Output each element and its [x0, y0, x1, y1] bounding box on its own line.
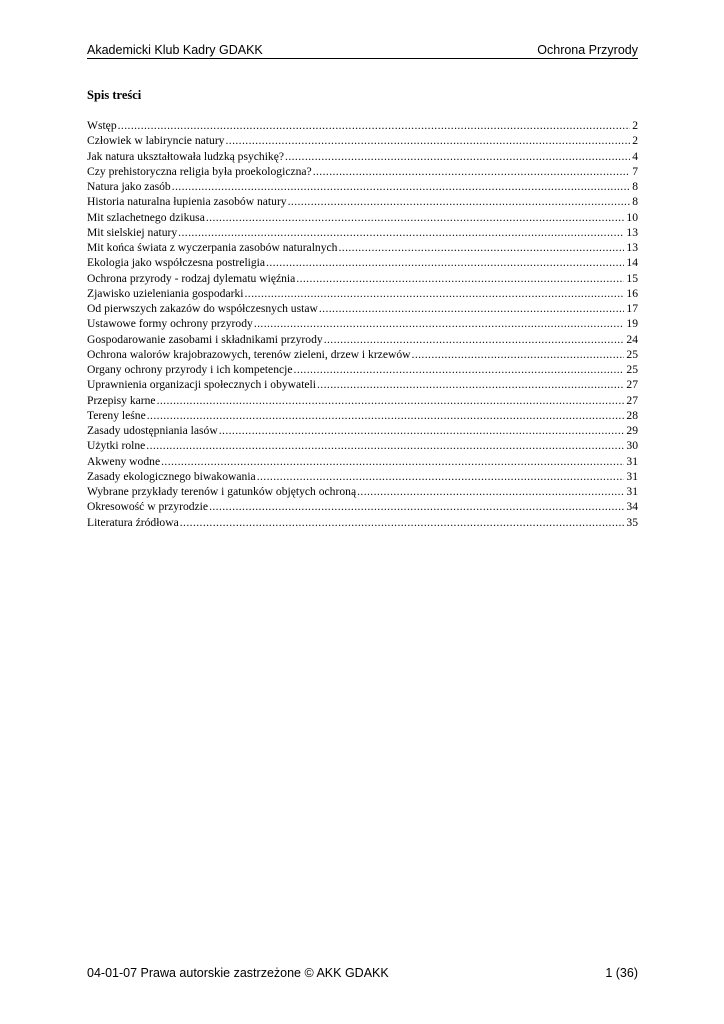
toc-entry[interactable] — [87, 164, 638, 179]
toc-dot-leader — [147, 408, 625, 423]
toc-entry-title: Ochrona walorów krajobrazowych, terenów zieleni, drzew i krzewów — [87, 347, 411, 361]
toc-entry-title: Ochrona przyrody - rodzaj dylematu więźnia — [87, 271, 296, 285]
toc-entry-page: 31 — [626, 454, 638, 468]
toc-entry-page: 30 — [626, 439, 638, 453]
header-document-title: Ochrona Przyrody — [537, 43, 638, 57]
toc-dot-leader — [219, 423, 625, 438]
toc-dot-leader — [357, 484, 624, 499]
toc-dot-leader — [146, 438, 624, 453]
footer-page-number: 1 (36) — [605, 966, 638, 980]
toc-entry-page: 34 — [626, 500, 638, 514]
toc-dot-leader — [294, 362, 625, 377]
toc-entry-page: 13 — [626, 241, 638, 254]
toc-entry-title: Okresowość w przyrodzie — [87, 500, 209, 514]
toc-entry-title: Zjawisko uzieleniania gospodarki — [87, 286, 244, 300]
toc-entry[interactable] — [87, 484, 638, 499]
toc-entry[interactable] — [87, 210, 638, 225]
toc-entry-title: Jak natura ukształtowała ludzką psychikę? — [87, 149, 285, 163]
toc-entry[interactable] — [87, 408, 638, 423]
toc-entry-title: Organy ochrony przyrody i ich kompetencje — [87, 363, 293, 376]
toc-entry[interactable] — [87, 469, 638, 484]
toc-entry[interactable] — [87, 362, 638, 377]
toc-entry-page: 35 — [626, 515, 638, 529]
toc-entry-title: Zasady udostępniania lasów — [87, 424, 218, 437]
toc-entry[interactable] — [87, 438, 638, 453]
toc-entry-title: Ustawowe formy ochrony przyrody — [87, 317, 253, 331]
toc-entry[interactable] — [87, 149, 638, 164]
toc-entry-title: Literatura źródłowa — [87, 515, 179, 529]
toc-entry-title: Tereny leśne — [87, 408, 146, 422]
toc-entry[interactable] — [87, 271, 638, 286]
toc-dot-leader — [157, 393, 625, 408]
toc-entry-title: Historia naturalna łupienia zasobów natury — [87, 195, 287, 209]
toc-entry[interactable] — [87, 347, 638, 362]
toc-entry-page: 31 — [626, 469, 638, 483]
toc-dot-leader — [266, 255, 624, 270]
toc-dot-leader — [317, 377, 624, 392]
toc-heading: Spis treści — [87, 88, 142, 102]
toc-entry-page: 25 — [626, 363, 638, 376]
toc-entry-page: 8 — [632, 180, 638, 193]
toc-entry-page: 16 — [626, 286, 638, 300]
toc-dot-leader — [412, 347, 625, 362]
toc-entry[interactable] — [87, 332, 638, 347]
toc-dot-leader — [209, 499, 624, 514]
toc-entry-title: Człowiek w labiryncie natury — [87, 134, 225, 148]
toc-entry-page: 19 — [626, 317, 638, 331]
toc-entry[interactable] — [87, 118, 638, 133]
toc-entry-title: Wybrane przykłady terenów i gatunków objętych ochroną — [87, 485, 357, 498]
toc-entry[interactable] — [87, 179, 638, 194]
toc-entry-title: Przepisy karne — [87, 393, 156, 407]
toc-dot-leader — [285, 149, 630, 164]
toc-entry-title: Gospodarowanie zasobami i składnikami przyrody — [87, 332, 323, 346]
toc-entry-title: Od pierwszych zakazów do współczesnych ustaw — [87, 302, 318, 315]
toc-dot-leader — [338, 240, 624, 255]
toc-entry[interactable] — [87, 316, 638, 331]
toc-entry[interactable] — [87, 133, 638, 148]
toc-entry-page: 15 — [626, 271, 638, 285]
toc-entry-title: Czy prehistoryczna religia była proekologiczna? — [87, 164, 312, 178]
toc-entry-page: 25 — [626, 347, 638, 361]
toc-entry-title: Ekologia jako współczesna postreligia — [87, 256, 266, 270]
toc-dot-leader — [319, 301, 625, 316]
toc-entry-page: 31 — [626, 485, 638, 498]
toc-entry-page: 24 — [626, 332, 638, 346]
toc-dot-leader — [178, 225, 624, 240]
header-organization: Akademicki Klub Kadry GDAKK — [87, 43, 263, 57]
toc-dot-leader — [161, 454, 624, 469]
toc-entry-page: 29 — [626, 424, 638, 437]
page-header — [87, 44, 638, 59]
toc-entry-page: 17 — [626, 302, 638, 315]
toc-entry-title: Mit szlachetnego dzikusa — [87, 210, 205, 224]
toc-entry[interactable] — [87, 194, 638, 209]
footer-copyright: 04-01-07 Prawa autorskie zastrzeżone © AKK GDAKK — [87, 966, 389, 980]
toc-entry[interactable] — [87, 515, 638, 530]
toc-entry-page: 2 — [632, 119, 638, 132]
toc-entry-page: 8 — [632, 195, 638, 209]
toc-dot-leader — [313, 164, 631, 179]
toc-entry[interactable] — [87, 255, 638, 270]
toc-entry[interactable] — [87, 454, 638, 469]
toc-dot-leader — [288, 194, 631, 209]
toc-entry[interactable] — [87, 301, 638, 316]
toc-entry-title: Akweny wodne — [87, 454, 161, 468]
toc-dot-leader — [324, 332, 625, 347]
toc-entry[interactable] — [87, 225, 638, 240]
toc-dot-leader — [118, 118, 631, 133]
toc-entry-page: 28 — [626, 408, 638, 422]
toc-entry-page: 10 — [626, 210, 638, 224]
toc-entry-title: Mit sielskiej natury — [87, 225, 178, 239]
toc-entry[interactable] — [87, 423, 638, 438]
toc-entry-page: 2 — [632, 134, 638, 148]
toc-dot-leader — [257, 469, 625, 484]
toc-entry-title: Użytki rolne — [87, 439, 146, 453]
toc-entry-page: 14 — [626, 256, 638, 270]
toc-entry[interactable] — [87, 499, 638, 514]
toc-entry-title: Natura jako zasób — [87, 180, 171, 193]
toc-entry-page: 4 — [632, 149, 638, 163]
toc-dot-leader — [172, 179, 631, 194]
toc-dot-leader — [296, 271, 624, 286]
toc-entry[interactable] — [87, 393, 638, 408]
table-of-contents — [87, 118, 638, 530]
toc-entry[interactable] — [87, 286, 638, 301]
toc-entry-title: Wstęp — [87, 119, 117, 132]
toc-entry[interactable] — [87, 377, 638, 392]
toc-dot-leader — [180, 515, 625, 530]
toc-dot-leader — [225, 133, 630, 148]
toc-dot-leader — [244, 286, 624, 301]
toc-entry-page: 27 — [626, 393, 638, 407]
toc-entry-title: Zasady ekologicznego biwakowania — [87, 469, 256, 483]
toc-entry-page: 7 — [632, 164, 638, 178]
toc-entry-page: 27 — [626, 378, 638, 392]
toc-dot-leader — [206, 210, 625, 225]
toc-entry-page: 13 — [626, 225, 638, 239]
toc-dot-leader — [254, 316, 625, 331]
toc-entry[interactable] — [87, 240, 638, 255]
toc-entry-title: Mit końca świata z wyczerpania zasobów naturalnych — [87, 241, 338, 254]
toc-entry-title: Uprawnienia organizacji społecznych i obywateli — [87, 378, 316, 392]
